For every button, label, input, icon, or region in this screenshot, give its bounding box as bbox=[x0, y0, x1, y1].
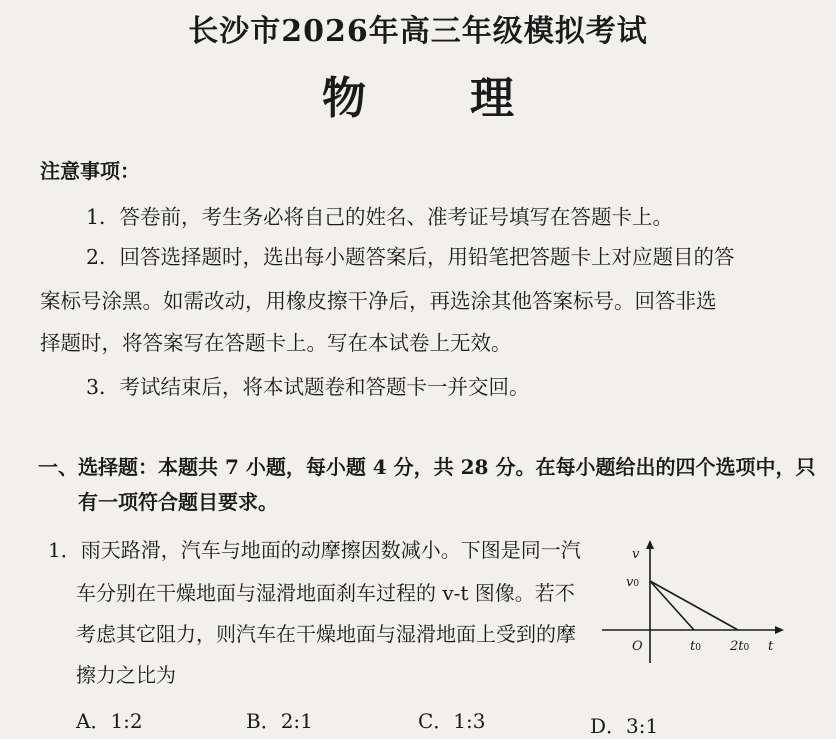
exam-title: 长沙市2026年高三年级模拟考试 bbox=[188, 14, 648, 49]
notice-item-2-line-3: 择题时，将答案写在答题卡上。写在本试卷上无效。 bbox=[40, 331, 512, 355]
notice-item-1: 1．答卷前，考生务必将自己的姓名、准考证号填写在答题卡上。 bbox=[86, 205, 674, 229]
notice-item-3: 3．考试结束后，将本试题卷和答题卡一并交回。 bbox=[86, 375, 530, 399]
section-heading-line-2: 有一项符合题目要求。 bbox=[78, 490, 278, 514]
question-1-line-1: 1．雨天路滑，汽车与地面的动摩擦因数减小。下图是同一汽 bbox=[48, 538, 581, 562]
2t0-label: 2t0 bbox=[730, 639, 750, 654]
t0-label: t0 bbox=[690, 639, 701, 654]
x-axis-arrow-icon bbox=[775, 626, 784, 634]
vt-graph bbox=[596, 538, 796, 668]
notice-heading: 注意事项： bbox=[40, 159, 140, 183]
option-c: C．1:3 bbox=[418, 709, 486, 733]
origin-label: O bbox=[632, 639, 643, 654]
option-a: A．1:2 bbox=[76, 709, 143, 733]
notice-item-2-line-2: 案标号涂黑。如需改动，用橡皮擦干净后，再选涂其他答案标号。回答非选 bbox=[40, 289, 717, 313]
section-heading-line-1: 一、选择题：本题共 7 小题，每小题 4 分，共 28 分。在每小题给出的四个选项中，只 bbox=[38, 455, 816, 479]
question-1-line-4: 擦力之比为 bbox=[76, 663, 176, 687]
y-axis-label: v bbox=[632, 547, 640, 562]
wet-road-line bbox=[650, 581, 738, 630]
question-1-line-2: 车分别在干燥地面与湿滑地面刹车过程的 v-t 图像。若不 bbox=[76, 581, 575, 605]
dry-road-line bbox=[650, 581, 694, 630]
option-b: B．2:1 bbox=[246, 709, 313, 733]
subject-title: 物 理 bbox=[322, 73, 544, 124]
v0-label: v0 bbox=[626, 575, 640, 590]
notice-item-2-line-1: 2．回答选择题时，选出每小题答案后，用铅笔把答题卡上对应题目的答 bbox=[86, 245, 735, 269]
question-1-line-3: 考虑其它阻力，则汽车在干燥地面与湿滑地面上受到的摩 bbox=[76, 622, 576, 646]
option-d: D．3:1 bbox=[590, 714, 659, 738]
x-axis-label: t bbox=[768, 639, 774, 654]
y-axis-arrow-icon bbox=[646, 540, 654, 549]
